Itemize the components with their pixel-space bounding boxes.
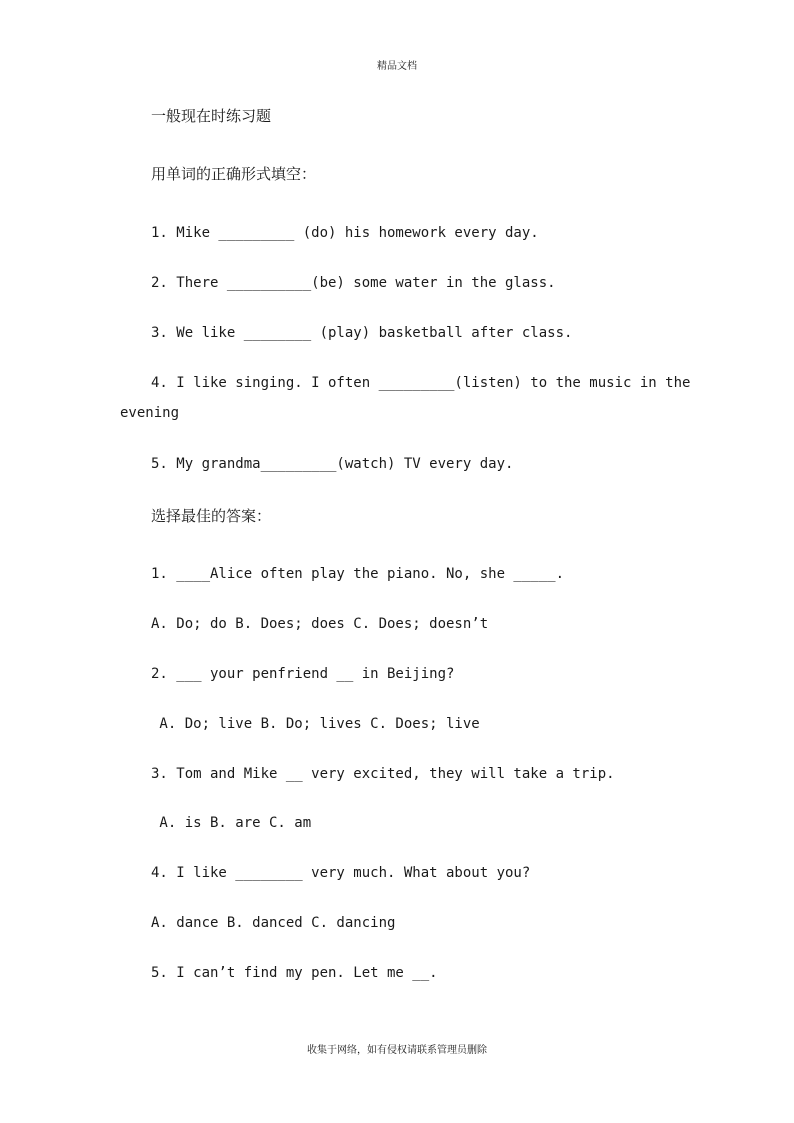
section1-heading: 用单词的正确形式填空： <box>151 165 317 183</box>
choice-question-3: 3. Tom and Mike __ very excited, they will take a trip. <box>151 766 615 782</box>
choice-options-3: A. is B. are C. am <box>151 815 312 831</box>
choice-question-5: 5. I can’t find my pen. Let me __. <box>151 965 438 981</box>
document-title: 一般现在时练习题 <box>151 107 272 125</box>
fill-blank-item-4-continued: evening <box>120 405 180 421</box>
fill-blank-item-5: 5. My grandma_________(watch) TV every day. <box>151 456 514 472</box>
choice-options-2: A. Do; live B. Do; lives C. Does; live <box>151 716 480 732</box>
choice-question-2: 2. ___ your penfriend __ in Beijing? <box>151 666 455 682</box>
choice-options-1: A. Do; do B. Does; does C. Does; doesn’t <box>151 616 489 632</box>
section2-heading: 选择最佳的答案： <box>151 507 272 525</box>
fill-blank-item-3: 3. We like ________ (play) basketball after class. <box>151 325 573 341</box>
fill-blank-item-2: 2. There __________(be) some water in the glass. <box>151 275 556 291</box>
choice-options-4: A. dance B. danced C. dancing <box>151 915 396 931</box>
fill-blank-item-1: 1. Mike _________ (do) his homework every day. <box>151 225 539 241</box>
page-header: 精品文档 <box>377 61 417 72</box>
choice-question-4: 4. I like ________ very much. What about you? <box>151 865 531 881</box>
page-footer: 收集于网络，如有侵权请联系管理员删除 <box>307 1045 487 1056</box>
fill-blank-item-4: 4. I like singing. I often _________(listen) to the music in the <box>151 375 691 391</box>
choice-question-1: 1. ____Alice often play the piano. No, she _____. <box>151 566 565 582</box>
